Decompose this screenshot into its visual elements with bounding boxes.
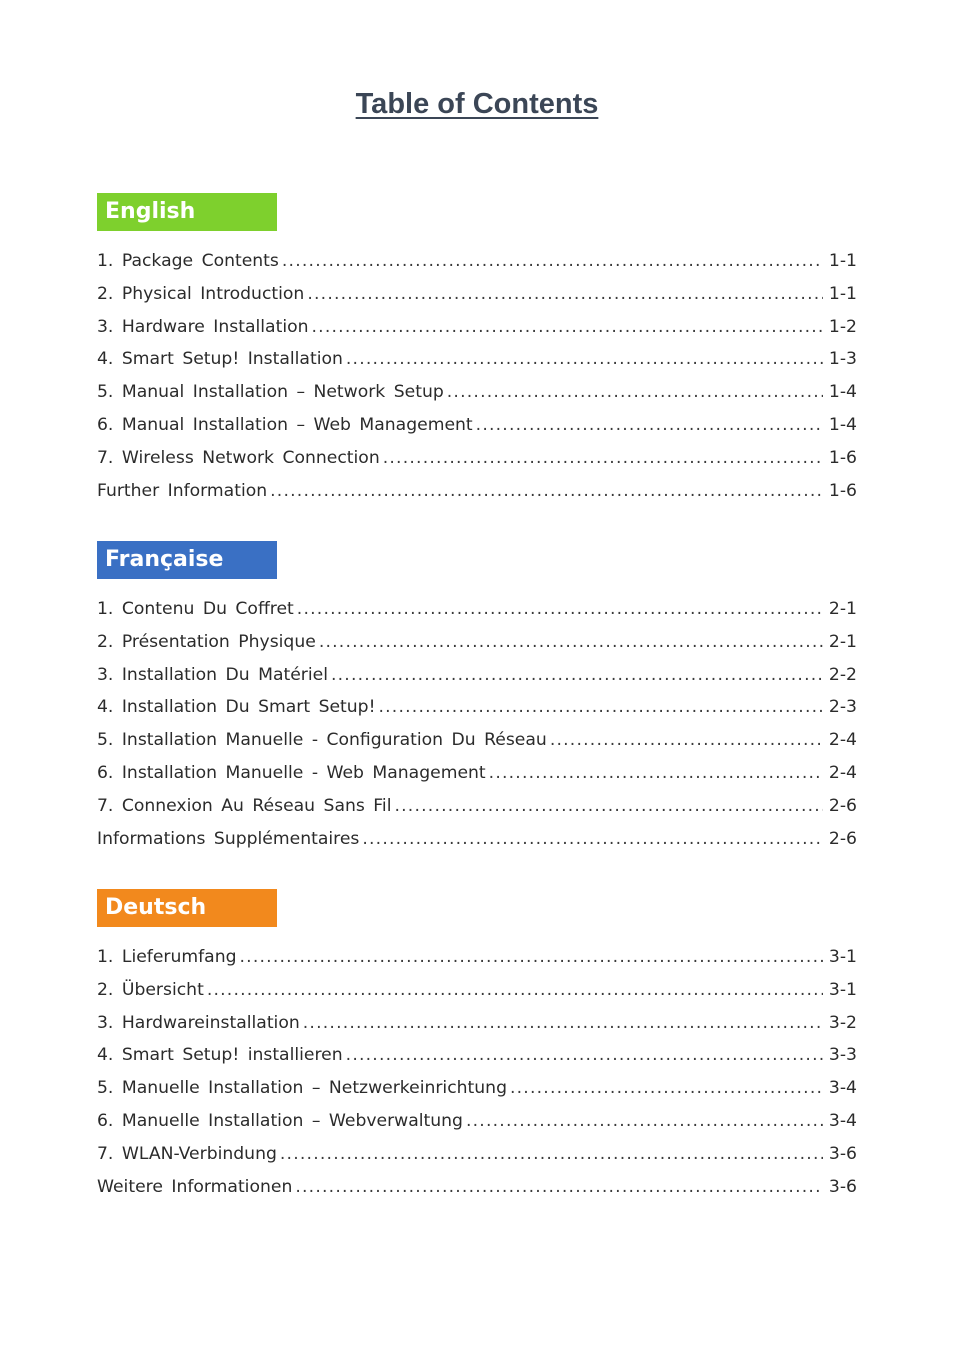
section-english — [97, 193, 857, 507]
toc-list-french — [97, 593, 857, 855]
toc-entry[interactable] — [97, 823, 857, 856]
toc-entry-page: 1-2 — [828, 316, 857, 337]
toc-entry-label: 7. WLAN-Verbindung — [97, 1143, 277, 1164]
dot-leader — [282, 245, 823, 278]
toc-entry-page: 2-4 — [828, 730, 857, 751]
toc-entry-label: 5. Installation Manuelle - Configuration Du Réseau — [97, 730, 547, 751]
toc-entry-label: 2. Übersicht — [97, 979, 204, 1000]
toc-entry-page: 3-6 — [828, 1143, 857, 1164]
toc-entry-label: 3. Hardware Installation — [97, 316, 309, 337]
dot-leader — [550, 724, 823, 757]
section-heading-german: Deutsch — [97, 889, 277, 927]
toc-entry-page: 1-6 — [828, 447, 857, 468]
toc-entry-label: 6. Manuelle Installation – Webverwaltung — [97, 1110, 463, 1131]
toc-entry-page: 2-1 — [828, 599, 857, 619]
toc-entry-label: 1. Package Contents — [97, 251, 279, 271]
dot-leader — [319, 626, 823, 659]
section-german — [97, 889, 857, 1203]
toc-entry-label: 4. Smart Setup! Installation — [97, 349, 343, 370]
toc-entry-page: 2-2 — [828, 664, 857, 685]
toc-entry-page: 1-6 — [828, 480, 857, 501]
dot-leader — [312, 311, 823, 344]
toc-entry[interactable] — [97, 311, 857, 344]
dot-leader — [240, 941, 823, 974]
toc-entry-page: 3-4 — [828, 1110, 857, 1131]
toc-entry-page: 2-1 — [828, 631, 857, 652]
toc-entry[interactable] — [97, 343, 857, 376]
toc-entry[interactable] — [97, 974, 857, 1007]
toc-entry[interactable] — [97, 1105, 857, 1138]
toc-entry[interactable] — [97, 1007, 857, 1040]
toc-entry[interactable] — [97, 278, 857, 311]
toc-entry[interactable] — [97, 691, 857, 724]
toc-entry[interactable] — [97, 593, 857, 626]
toc-entry-label: Informations Supplémentaires — [97, 828, 360, 849]
dot-leader — [346, 1039, 823, 1072]
page-title: Table of Contents — [355, 88, 599, 120]
section-heading-english: English — [97, 193, 277, 231]
toc-entry[interactable] — [97, 1072, 857, 1105]
toc-entry-page: 3-6 — [828, 1176, 857, 1197]
toc-entry[interactable] — [97, 790, 857, 823]
toc-entry-page: 3-3 — [828, 1045, 857, 1066]
dot-leader — [280, 1138, 823, 1171]
toc-entry-page: 3-1 — [828, 979, 857, 1000]
toc-entry[interactable] — [97, 1039, 857, 1072]
toc-entry-page: 2-6 — [828, 795, 857, 816]
toc-entry-label: 4. Installation Du Smart Setup! — [97, 697, 376, 718]
toc-entry-page: 3-4 — [828, 1078, 857, 1099]
dot-leader — [378, 691, 822, 724]
toc-entry[interactable] — [97, 475, 857, 508]
dot-leader — [295, 1171, 823, 1204]
toc-entry-label: 6. Installation Manuelle - Web Management — [97, 762, 486, 783]
dot-leader — [489, 757, 823, 790]
dot-leader — [270, 475, 823, 508]
toc-entry-label: 2. Physical Introduction — [97, 283, 305, 304]
toc-entry-label: 4. Smart Setup! installieren — [97, 1045, 343, 1066]
dot-leader — [303, 1007, 823, 1040]
toc-entry-label: 7. Connexion Au Réseau Sans Fil — [97, 795, 392, 816]
toc-entry-page: 1-3 — [828, 349, 857, 370]
dot-leader — [346, 343, 823, 376]
toc-entry-page: 2-3 — [828, 697, 857, 718]
toc-entry-label: 3. Hardwareinstallation — [97, 1012, 300, 1033]
toc-entry[interactable] — [97, 659, 857, 692]
toc-entry-label: Further Information — [97, 480, 268, 501]
toc-entry-page: 3-1 — [828, 947, 857, 967]
toc-entry-page: 3-2 — [828, 1012, 857, 1033]
dot-leader — [307, 278, 823, 311]
toc-entry[interactable] — [97, 626, 857, 659]
toc-entry[interactable] — [97, 1171, 857, 1204]
dot-leader — [394, 790, 822, 823]
toc-list-english — [97, 245, 857, 507]
toc-entry-label: Weitere Informationen — [97, 1176, 293, 1197]
toc-entry[interactable] — [97, 245, 857, 278]
toc-entry-page: 1-1 — [828, 283, 857, 304]
dot-leader — [297, 593, 823, 626]
toc-entry-label: 2. Présentation Physique — [97, 631, 316, 652]
toc-entry[interactable] — [97, 409, 857, 442]
dot-leader — [207, 974, 823, 1007]
toc-entry[interactable] — [97, 442, 857, 475]
toc-entry-label: 3. Installation Du Matériel — [97, 664, 328, 685]
toc-entry-label: 7. Wireless Network Connection — [97, 447, 380, 468]
dot-leader — [510, 1072, 823, 1105]
toc-entry[interactable] — [97, 941, 857, 974]
dot-leader — [362, 823, 823, 856]
toc-entry[interactable] — [97, 757, 857, 790]
toc-entry-label: 5. Manual Installation – Network Setup — [97, 382, 444, 403]
section-heading-french: Française — [97, 541, 277, 579]
dot-leader — [466, 1105, 823, 1138]
toc-entry-page: 1-4 — [828, 414, 857, 435]
toc-entry-page: 2-4 — [828, 762, 857, 783]
toc-entry-page: 1-1 — [828, 251, 857, 271]
dot-leader — [447, 376, 823, 409]
toc-entry-page: 2-6 — [828, 828, 857, 849]
section-french — [97, 541, 857, 855]
toc-entry[interactable] — [97, 1138, 857, 1171]
toc-entry[interactable] — [97, 724, 857, 757]
toc-entry-page: 1-4 — [828, 382, 857, 403]
toc-entry-label: 6. Manual Installation – Web Management — [97, 414, 473, 435]
dot-leader — [383, 442, 823, 475]
toc-entry-label: 1. Lieferumfang — [97, 947, 237, 967]
toc-entry-label: 5. Manuelle Installation – Netzwerkeinrichtung — [97, 1078, 507, 1099]
toc-entry[interactable] — [97, 376, 857, 409]
toc-entry-label: 1. Contenu Du Coffret — [97, 599, 294, 619]
toc-list-german — [97, 941, 857, 1203]
dot-leader — [331, 659, 823, 692]
dot-leader — [476, 409, 823, 442]
